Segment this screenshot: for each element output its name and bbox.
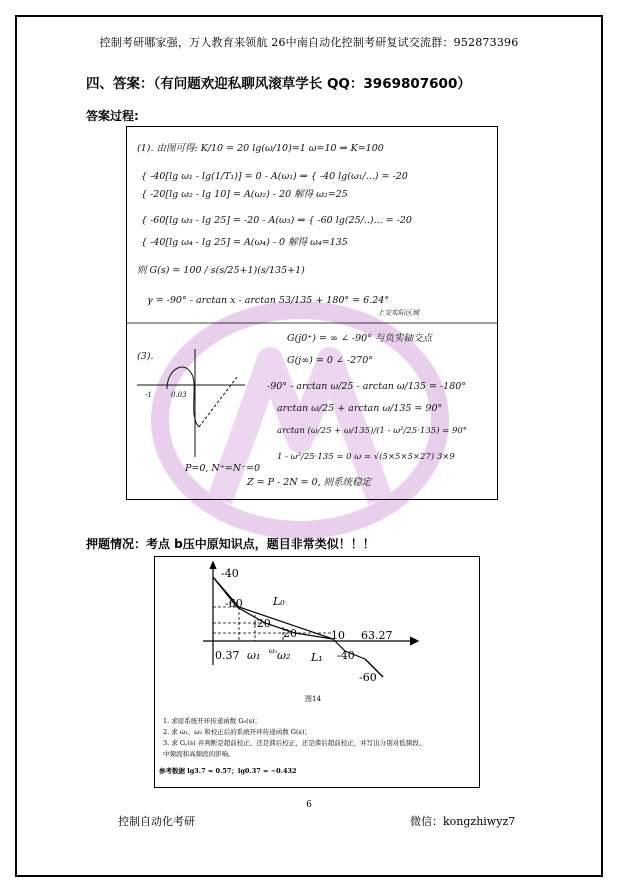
slope-label: -40 — [221, 567, 239, 580]
question-line: 1. 求原系统开环传递函数 G₀(s)； — [163, 717, 262, 725]
hand-line: γ = -90° - arctan x - arctan 53/135 + 180° = 6.24° — [147, 295, 390, 306]
hand-line: { -20[lg ω₂ - lg 10] = A(ω₂) - 20 解得 ω₂=25 — [141, 189, 348, 200]
hand-line: arctan ω/25 + arctan ω/135 = 90° — [277, 403, 443, 414]
footer-left: 控制自动化考研 — [118, 815, 195, 828]
handwritten-solution — [127, 127, 497, 499]
frequency-tick-label: 63.27 — [361, 629, 393, 642]
slope-label: 20 — [283, 627, 297, 640]
answer-process-label: 答案过程: — [86, 109, 139, 123]
hand-line: (1). 由图可得: K/10 = 20 lg(ω/10)=1 ω=10 ⇒ K=100 — [137, 143, 384, 154]
hand-line: 则 G(s) = 100 / s(s/25+1)(s/135+1) — [137, 265, 305, 276]
section-title: 四、答案：（有问题欢迎私聊风滚草学长 QQ：3969807600） — [86, 76, 471, 92]
page-header: 控制考研哪家强，万人教育来领航 26中南自动化控制考研复试交流群：952873396 — [99, 36, 519, 49]
bode-figure — [154, 556, 480, 788]
hand-line: P=0, N⁺=N⁻=0 — [185, 463, 261, 474]
hand-line: arctan (ω/25 + ω/135)/(1 - ω²/25·135) = 90° — [277, 426, 468, 436]
frequency-tick-label: ω₁ — [269, 647, 278, 655]
slope-label: -60 — [225, 597, 243, 610]
frequency-tick-label: ω₂ — [277, 649, 291, 662]
hand-line: -90° - arctan ω/25 - arctan ω/135 = -180° — [267, 381, 467, 392]
question-line: 中频段和高频段的影响。 — [163, 750, 235, 758]
reference-data: 参考数据 lg3.7 = 0.57；lg0.37 = −0.432 — [159, 767, 297, 775]
frequency-tick-label: ω₁ — [247, 649, 261, 662]
page-number: 6 — [306, 800, 312, 810]
hand-line: { -60[lg ω₃ - lg 25] = -20 - A(ω₃) ⇒ { -60 lg(25/..)... = -20 — [141, 215, 412, 226]
hand-line: (3). — [137, 351, 154, 362]
frequency-tick-label: 0.37 — [215, 649, 240, 662]
hand-line: 1 - ω²/25·135 = 0 ω = √(5×5×5×27) 3×9 — [277, 452, 455, 462]
pressed-question-label: 押题情况：考点 b压中原知识点，题目非常类似！！！ — [86, 537, 375, 551]
nyquist-sketch — [137, 349, 245, 457]
hand-line: G(j0⁺) = ∞ ∠ -90° 与负实轴交点 — [287, 333, 432, 344]
hand-line: G(j∞) = 0 ∠ -270° — [287, 355, 373, 366]
frequency-tick-label: 10 — [331, 629, 345, 642]
question-line: 2. 求 ω₁、ω₂ 和校正后的系统开环传递函数 G(s)； — [163, 728, 311, 736]
L1-curve — [213, 577, 365, 659]
L0-label: L₀ — [273, 595, 285, 608]
L1-label: L₁ — [311, 651, 323, 664]
hand-line: { -40[lg ω₁ - lg(1/T₁)] = 0 - A(ω₁) ⇒ { -40 lg(ω₁/...) = -20 — [141, 171, 408, 182]
hand-line: { -40[lg ω₄ - lg 25] = A(ω₄) - 0 解得 ω₄=135 — [141, 237, 348, 248]
bode-plot — [155, 557, 479, 787]
slope-label: -20 — [253, 617, 271, 630]
figure-caption: 图14 — [305, 695, 321, 703]
question-line: 3. 求 G꜀(s) 并判断是超前校正、还是滞后校正，还是滞后超前校正，并写出分别对低频段、 — [163, 739, 426, 747]
slope-label: -60 — [359, 671, 377, 684]
nyquist-label: -1 — [145, 391, 152, 399]
hand-line: Z = P - 2N = 0, 则系统稳定 — [247, 477, 372, 488]
slope-label: -40 — [337, 649, 355, 662]
nyquist-label: 0.03 — [171, 391, 187, 399]
footer-right: 微信：kongzhiwyz7 — [410, 815, 516, 828]
answer-image — [126, 126, 498, 500]
hand-line: 上交实际区域 — [377, 309, 419, 317]
